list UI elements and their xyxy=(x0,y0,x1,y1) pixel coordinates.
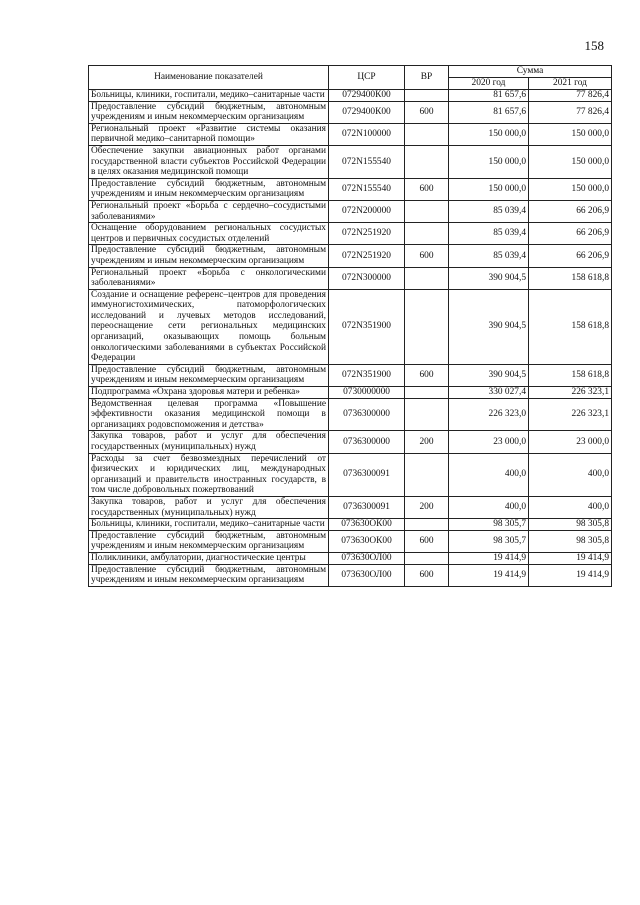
row-vr-cell xyxy=(405,223,449,245)
row-csr-cell: 072N351900 xyxy=(329,364,405,386)
row-name-cell: Предоставление субсидий бюджетным, автономным учреждениям и иным некоммерческим организациям xyxy=(89,364,329,386)
row-2020-cell: 81 657,6 xyxy=(449,90,529,102)
header-sum: Сумма xyxy=(449,66,612,78)
table-row xyxy=(89,245,612,267)
table-body xyxy=(89,90,612,587)
row-2021-cell: 150 000,0 xyxy=(529,178,612,200)
row-2021-cell: 19 414,9 xyxy=(529,552,612,564)
row-vr-cell xyxy=(405,519,449,531)
row-name-cell: Предоставление субсидий бюджетным, автономным учреждениям и иным некоммерческим организациям xyxy=(89,245,329,267)
row-csr-cell: 0736300091 xyxy=(329,453,405,496)
row-name-cell: Больницы, клиники, госпитали, медико–санитарные части xyxy=(89,519,329,531)
row-2020-cell: 150 000,0 xyxy=(449,145,529,178)
header-vr: ВР xyxy=(405,66,449,90)
row-name-cell: Обеспечение закупки авиационных работ органами государственной власти субъектов Российской Федерации в целях оказания медицинской помощи xyxy=(89,145,329,178)
row-vr-cell xyxy=(405,123,449,145)
row-2020-cell: 150 000,0 xyxy=(449,178,529,200)
table-row xyxy=(89,364,612,386)
budget-table xyxy=(88,65,612,587)
row-vr-cell xyxy=(405,200,449,222)
row-2021-cell: 66 206,9 xyxy=(529,200,612,222)
row-vr-cell: 600 xyxy=(405,530,449,552)
header-csr: ЦСР xyxy=(329,66,405,90)
row-name-cell: Закупка товаров, работ и услуг для обеспечения государственных (муниципальных) нужд xyxy=(89,496,329,518)
row-2021-cell: 158 618,8 xyxy=(529,267,612,289)
row-2020-cell: 390 904,5 xyxy=(449,267,529,289)
row-vr-cell xyxy=(405,289,449,364)
row-vr-cell: 200 xyxy=(405,496,449,518)
page-number: 158 xyxy=(584,38,604,53)
row-name-cell: Создание и оснащение референс–центров для проведения иммуногистохимических, патоморфологических исследований и лучевых методов исследований, переоснащение сети региональных медицинских организаций, оказывающих помощь больным онкологическими заболеваниями в субъектах Российской Федерации xyxy=(89,289,329,364)
row-2020-cell: 400,0 xyxy=(449,496,529,518)
row-csr-cell: 072N200000 xyxy=(329,200,405,222)
row-vr-cell: 200 xyxy=(405,431,449,453)
row-2020-cell: 85 039,4 xyxy=(449,223,529,245)
table-row xyxy=(89,552,612,564)
row-2021-cell: 158 618,8 xyxy=(529,364,612,386)
table-row xyxy=(89,564,612,586)
table-row xyxy=(89,289,612,364)
row-2021-cell: 77 826,4 xyxy=(529,101,612,123)
row-name-cell: Региональный проект «Борьба с сердечно–сосудистыми заболеваниями» xyxy=(89,200,329,222)
table-row xyxy=(89,123,612,145)
row-2021-cell: 150 000,0 xyxy=(529,145,612,178)
row-csr-cell: 0730000000 xyxy=(329,387,405,399)
table-row xyxy=(89,431,612,453)
row-2021-cell: 150 000,0 xyxy=(529,123,612,145)
row-csr-cell: 0736300000 xyxy=(329,431,405,453)
table-row xyxy=(89,387,612,399)
table-row xyxy=(89,101,612,123)
row-2021-cell: 226 323,1 xyxy=(529,398,612,431)
table-row xyxy=(89,200,612,222)
row-csr-cell: 073630ОК00 xyxy=(329,530,405,552)
table-row xyxy=(89,223,612,245)
table-row xyxy=(89,398,612,431)
row-2020-cell: 81 657,6 xyxy=(449,101,529,123)
row-vr-cell xyxy=(405,552,449,564)
row-2020-cell: 400,0 xyxy=(449,453,529,496)
row-2020-cell: 19 414,9 xyxy=(449,564,529,586)
row-csr-cell: 072N251920 xyxy=(329,223,405,245)
row-name-cell: Региональный проект «Борьба с онкологическими заболеваниями» xyxy=(89,267,329,289)
table-row xyxy=(89,145,612,178)
row-vr-cell xyxy=(405,145,449,178)
row-2020-cell: 85 039,4 xyxy=(449,245,529,267)
row-2021-cell: 400,0 xyxy=(529,453,612,496)
row-vr-cell xyxy=(405,453,449,496)
row-2021-cell: 77 826,4 xyxy=(529,90,612,102)
row-2020-cell: 226 323,0 xyxy=(449,398,529,431)
row-2020-cell: 330 027,4 xyxy=(449,387,529,399)
row-name-cell: Оснащение оборудованием региональных сосудистых центров и первичных сосудистых отделений xyxy=(89,223,329,245)
row-csr-cell: 0729400К00 xyxy=(329,101,405,123)
row-vr-cell xyxy=(405,90,449,102)
row-name-cell: Предоставление субсидий бюджетным, автономным учреждениям и иным некоммерческим организациям xyxy=(89,564,329,586)
table-row xyxy=(89,178,612,200)
row-name-cell: Закупка товаров, работ и услуг для обеспечения государственных (муниципальных) нужд xyxy=(89,431,329,453)
row-csr-cell: 072N155540 xyxy=(329,178,405,200)
row-2021-cell: 19 414,9 xyxy=(529,564,612,586)
row-2021-cell: 400,0 xyxy=(529,496,612,518)
row-2021-cell: 226 323,1 xyxy=(529,387,612,399)
header-year-2021: 2021 год xyxy=(529,78,612,90)
row-2021-cell: 23 000,0 xyxy=(529,431,612,453)
row-vr-cell: 600 xyxy=(405,101,449,123)
table-row xyxy=(89,90,612,102)
row-csr-cell: 072N155540 xyxy=(329,145,405,178)
row-csr-cell: 073630ОК00 xyxy=(329,519,405,531)
row-csr-cell: 0736300000 xyxy=(329,398,405,431)
row-csr-cell: 0729400К00 xyxy=(329,90,405,102)
header-year-2020: 2020 год xyxy=(449,78,529,90)
table-row xyxy=(89,519,612,531)
row-name-cell: Предоставление субсидий бюджетным, автономным учреждениям и иным некоммерческим организациям xyxy=(89,530,329,552)
row-2021-cell: 66 206,9 xyxy=(529,245,612,267)
row-vr-cell xyxy=(405,398,449,431)
row-2020-cell: 98 305,7 xyxy=(449,530,529,552)
row-2020-cell: 85 039,4 xyxy=(449,200,529,222)
row-csr-cell: 072N351900 xyxy=(329,289,405,364)
row-2020-cell: 98 305,7 xyxy=(449,519,529,531)
table-row xyxy=(89,530,612,552)
row-name-cell: Региональный проект «Развитие системы оказания первичной медико–санитарной помощи» xyxy=(89,123,329,145)
header-name: Наименование показателей xyxy=(89,66,329,90)
row-name-cell: Предоставление субсидий бюджетным, автономным учреждениям и иным некоммерческим организациям xyxy=(89,101,329,123)
row-csr-cell: 072N251920 xyxy=(329,245,405,267)
row-csr-cell: 072N300000 xyxy=(329,267,405,289)
row-vr-cell: 600 xyxy=(405,245,449,267)
row-name-cell: Подпрограмма «Охрана здоровья матери и ребенка» xyxy=(89,387,329,399)
row-name-cell: Ведомственная целевая программа «Повышение эффективности оказания медицинской помощи в организациях родовспоможения и детства» xyxy=(89,398,329,431)
row-2020-cell: 390 904,5 xyxy=(449,289,529,364)
row-csr-cell: 072N100000 xyxy=(329,123,405,145)
row-csr-cell: 073630ОЛ00 xyxy=(329,552,405,564)
row-name-cell: Расходы за счет безвозмездных перечислений от физических и юридических лиц, международных организаций и правительств иностранных государств, в том числе добровольных пожертвований xyxy=(89,453,329,496)
row-2021-cell: 66 206,9 xyxy=(529,223,612,245)
row-vr-cell: 600 xyxy=(405,178,449,200)
row-vr-cell: 600 xyxy=(405,364,449,386)
row-name-cell: Больницы, клиники, госпитали, медико–санитарные части xyxy=(89,90,329,102)
table-row xyxy=(89,453,612,496)
row-vr-cell xyxy=(405,387,449,399)
row-name-cell: Предоставление субсидий бюджетным, автономным учреждениям и иным некоммерческим организациям xyxy=(89,178,329,200)
row-vr-cell: 600 xyxy=(405,564,449,586)
row-name-cell: Поликлиники, амбулатории, диагностические центры xyxy=(89,552,329,564)
table-row xyxy=(89,267,612,289)
row-2021-cell: 98 305,8 xyxy=(529,530,612,552)
row-2020-cell: 19 414,9 xyxy=(449,552,529,564)
row-csr-cell: 0736300091 xyxy=(329,496,405,518)
row-2020-cell: 23 000,0 xyxy=(449,431,529,453)
row-2021-cell: 158 618,8 xyxy=(529,289,612,364)
table-row xyxy=(89,496,612,518)
row-2020-cell: 390 904,5 xyxy=(449,364,529,386)
row-vr-cell xyxy=(405,267,449,289)
row-csr-cell: 073630ОЛ00 xyxy=(329,564,405,586)
row-2020-cell: 150 000,0 xyxy=(449,123,529,145)
row-2021-cell: 98 305,8 xyxy=(529,519,612,531)
